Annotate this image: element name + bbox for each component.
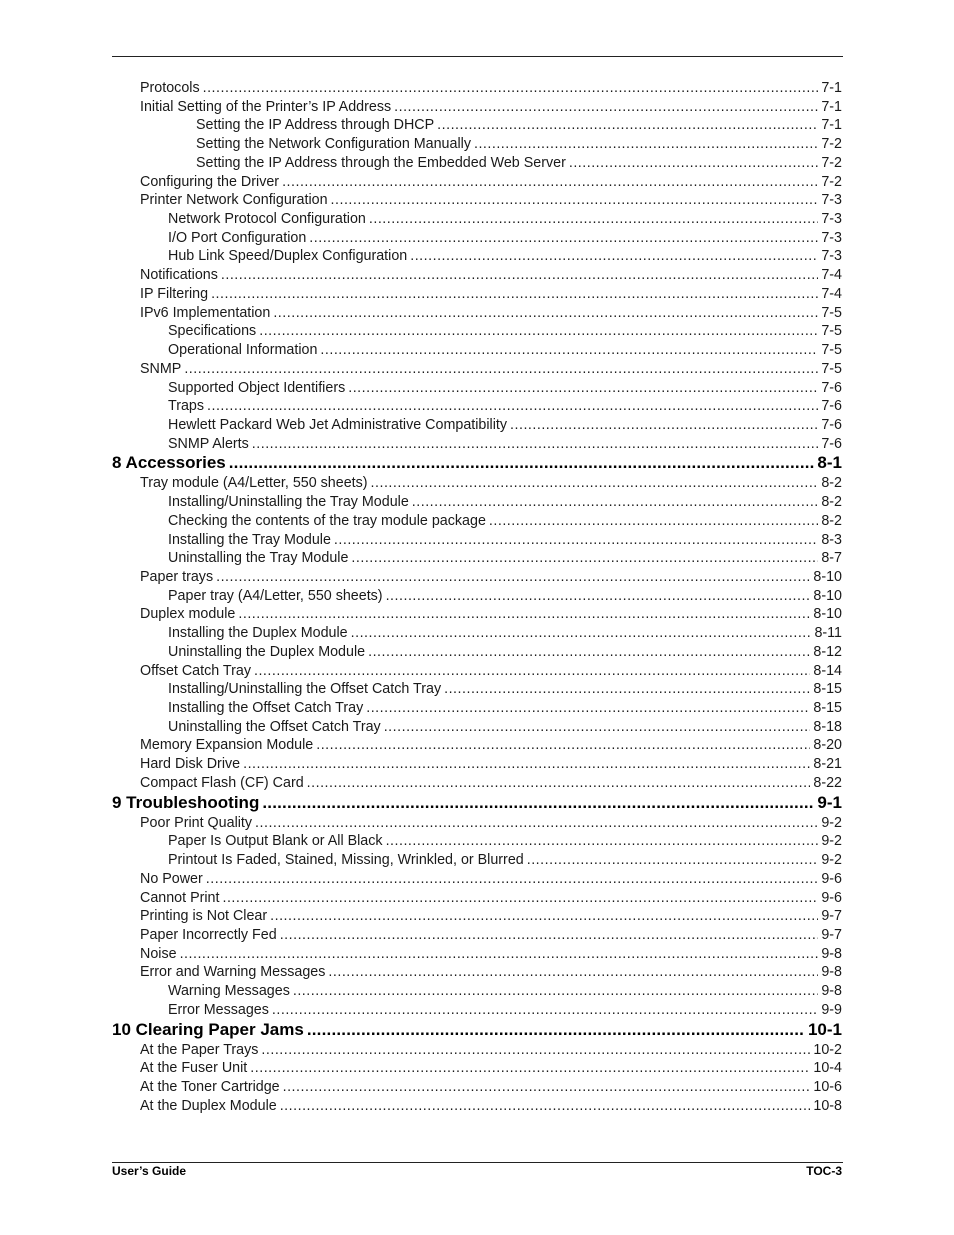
toc-entry-title: Operational Information bbox=[168, 342, 318, 359]
toc-entry-page: 7-2 bbox=[821, 173, 842, 190]
toc-entry[interactable] bbox=[140, 79, 842, 97]
toc-entry-page: 8-11 bbox=[814, 625, 842, 642]
toc-entry-title: Warning Messages bbox=[168, 983, 290, 1000]
toc-entry[interactable] bbox=[168, 322, 842, 340]
toc-entry-title: Protocols bbox=[140, 80, 200, 96]
dot-leader bbox=[386, 587, 811, 605]
toc-entry-page: 7-1 bbox=[821, 80, 842, 96]
toc-entry-title: Memory Expansion Module bbox=[140, 737, 314, 754]
toc-entry-page: 10-2 bbox=[813, 1041, 842, 1058]
toc-entry[interactable] bbox=[168, 416, 842, 434]
toc-entry-title: No Power bbox=[140, 870, 203, 887]
toc-entry-page: 7-5 bbox=[821, 304, 842, 321]
dot-leader bbox=[293, 982, 818, 1000]
dot-leader bbox=[351, 549, 818, 567]
toc-entry[interactable] bbox=[140, 1097, 842, 1115]
toc-entry[interactable] bbox=[140, 304, 842, 322]
toc-entry[interactable] bbox=[168, 379, 842, 397]
dot-leader bbox=[282, 173, 818, 191]
toc-entry-page: 7-2 bbox=[821, 136, 842, 153]
toc-entry-page: 8-15 bbox=[813, 700, 842, 717]
toc-entry-title: Printing is Not Clear bbox=[140, 908, 268, 925]
toc-entry[interactable] bbox=[140, 605, 842, 623]
toc-entry-title: Installing/Uninstalling the Offset Catch Tray bbox=[168, 681, 442, 698]
toc-entry-page: 10-4 bbox=[813, 1060, 842, 1077]
dot-leader bbox=[243, 755, 810, 773]
toc-entry[interactable] bbox=[140, 963, 842, 981]
toc-entry-page: 7-5 bbox=[821, 360, 842, 377]
toc-entry-title: Paper Is Output Blank or All Black bbox=[168, 833, 383, 850]
dot-leader bbox=[262, 792, 814, 814]
footer-rule bbox=[112, 1162, 843, 1163]
toc-entry-title: Checking the contents of the tray module package bbox=[168, 512, 486, 529]
toc-entry[interactable] bbox=[168, 435, 842, 453]
toc-entry-title: IP Filtering bbox=[140, 285, 209, 302]
toc-entry[interactable] bbox=[140, 889, 842, 907]
toc-entry[interactable] bbox=[140, 814, 842, 832]
toc-entry-page: 8-20 bbox=[813, 737, 842, 754]
toc-entry-page: 9-2 bbox=[821, 833, 842, 850]
toc-entry-title: Tray module (A4/Letter, 550 sheets) bbox=[140, 475, 368, 492]
dot-leader bbox=[270, 907, 818, 925]
toc-entry-page: 9-8 bbox=[821, 945, 842, 962]
dot-leader bbox=[331, 191, 819, 209]
toc-entry-title: Uninstalling the Duplex Module bbox=[168, 643, 366, 660]
toc-entry[interactable] bbox=[140, 360, 842, 378]
toc-entry-title: Installing/Uninstalling the Tray Module bbox=[168, 494, 409, 511]
dot-leader bbox=[283, 1078, 811, 1096]
toc-entry[interactable] bbox=[168, 851, 842, 869]
dot-leader bbox=[184, 360, 818, 378]
toc-entry[interactable] bbox=[196, 154, 842, 172]
toc-entry-title: Hewlett Packard Web Jet Administrative Compatibility bbox=[168, 416, 508, 433]
toc-entry-page: 7-3 bbox=[821, 192, 842, 209]
dot-leader bbox=[437, 116, 818, 134]
toc-entry-page: 8-12 bbox=[813, 643, 842, 660]
toc-entry-page: 7-6 bbox=[821, 379, 842, 396]
dot-leader bbox=[489, 512, 818, 530]
toc-entry-title: SNMP Alerts bbox=[168, 435, 249, 452]
toc-entry-page: 7-1 bbox=[821, 98, 842, 115]
toc-entry[interactable] bbox=[140, 173, 842, 191]
footer-title: User’s Guide bbox=[112, 1164, 187, 1178]
dot-leader bbox=[328, 963, 818, 981]
toc-entry-title: Specifications bbox=[168, 323, 257, 340]
toc-chapter-entry[interactable] bbox=[112, 792, 842, 814]
toc-entry-page: 7-6 bbox=[821, 435, 842, 452]
toc-entry-title: Setting the IP Address through the Embedded Web Server bbox=[196, 154, 566, 171]
toc-entry-page: 8-15 bbox=[813, 681, 842, 698]
toc-entry-title: Cannot Print bbox=[140, 889, 220, 906]
dot-leader bbox=[386, 832, 819, 850]
toc-entry-title: 9 Troubleshooting bbox=[112, 792, 260, 812]
dot-leader bbox=[369, 210, 818, 228]
dot-leader bbox=[410, 247, 818, 265]
toc-entry-title: Uninstalling the Offset Catch Tray bbox=[168, 718, 381, 735]
toc-entry[interactable] bbox=[168, 397, 842, 415]
toc-entry[interactable] bbox=[168, 624, 842, 642]
dot-leader bbox=[474, 135, 818, 153]
toc-entry-title: 8 Accessories bbox=[112, 453, 226, 473]
toc-entry-page: 8-10 bbox=[813, 587, 842, 604]
toc-entry-title: Setting the Network Configuration Manually bbox=[196, 136, 471, 153]
toc-entry-title: Paper trays bbox=[140, 569, 214, 585]
toc-entry[interactable] bbox=[140, 474, 842, 492]
toc-entry-title: Error Messages bbox=[168, 1001, 269, 1018]
toc-entry-title: Error and Warning Messages bbox=[140, 964, 326, 981]
dot-leader bbox=[180, 945, 819, 963]
toc-entry-title: Network Protocol Configuration bbox=[168, 211, 366, 228]
dot-leader bbox=[280, 1097, 811, 1115]
dot-leader bbox=[261, 1041, 810, 1059]
toc-entry-title: SNMP bbox=[140, 360, 182, 377]
footer-page-number: TOC-3 bbox=[806, 1164, 842, 1178]
dot-leader bbox=[203, 79, 819, 97]
toc-entry-title: At the Fuser Unit bbox=[140, 1060, 248, 1077]
toc-entry-page: 8-22 bbox=[813, 774, 842, 791]
dot-leader bbox=[221, 266, 818, 284]
toc-entry-page: 8-2 bbox=[821, 494, 842, 511]
toc-entry-title: At the Duplex Module bbox=[140, 1097, 277, 1114]
toc-entry-page: 7-3 bbox=[821, 248, 842, 265]
toc-entry-page: 7-2 bbox=[821, 154, 842, 171]
dot-leader bbox=[211, 285, 818, 303]
toc-entry-title: Compact Flash (CF) Card bbox=[140, 774, 304, 791]
dot-leader bbox=[255, 814, 818, 832]
dot-leader bbox=[273, 304, 818, 322]
toc-entry[interactable] bbox=[168, 699, 842, 717]
toc-entry[interactable] bbox=[168, 210, 842, 228]
toc-entry[interactable] bbox=[140, 774, 842, 792]
toc-entry-page: 7-3 bbox=[821, 229, 842, 246]
toc-entry-page: 7-5 bbox=[821, 342, 842, 359]
toc-entry-title: Paper tray (A4/Letter, 550 sheets) bbox=[168, 587, 383, 604]
toc-entry-title: Initial Setting of the Printer’s IP Address bbox=[140, 98, 392, 115]
toc-entry[interactable] bbox=[168, 718, 842, 736]
toc-entry[interactable] bbox=[168, 512, 842, 530]
dot-leader bbox=[259, 322, 818, 340]
dot-leader bbox=[252, 435, 819, 453]
toc-entry-title: 10 Clearing Paper Jams bbox=[112, 1019, 304, 1039]
toc-entry-title: Poor Print Quality bbox=[140, 814, 253, 831]
toc-entry-page: 9-2 bbox=[821, 814, 842, 831]
toc-entry-page: 7-5 bbox=[821, 323, 842, 340]
dot-leader bbox=[320, 341, 818, 359]
toc-entry[interactable] bbox=[140, 662, 842, 680]
toc-entry[interactable] bbox=[168, 229, 842, 247]
dot-leader bbox=[368, 643, 810, 661]
toc-entry-title: Notifications bbox=[140, 267, 218, 284]
dot-leader bbox=[348, 379, 818, 397]
toc-entry-page: 7-4 bbox=[821, 267, 842, 284]
dot-leader bbox=[510, 416, 818, 434]
toc-entry-page: 9-8 bbox=[821, 983, 842, 1000]
dot-leader bbox=[272, 1001, 818, 1019]
toc-entry[interactable] bbox=[168, 247, 842, 265]
toc-entry[interactable] bbox=[140, 1059, 842, 1077]
toc-entry[interactable] bbox=[140, 926, 842, 944]
toc-entry[interactable] bbox=[140, 1041, 842, 1059]
toc-entry-title: IPv6 Implementation bbox=[140, 304, 271, 321]
toc-entry-page: 10-1 bbox=[807, 1019, 842, 1039]
toc-entry[interactable] bbox=[168, 680, 842, 698]
dot-leader bbox=[527, 851, 819, 869]
toc-entry-title: Offset Catch Tray bbox=[140, 662, 251, 679]
toc-entry-page: 9-2 bbox=[821, 852, 842, 869]
dot-leader bbox=[412, 493, 819, 511]
toc-entry-title: Installing the Duplex Module bbox=[168, 625, 348, 642]
toc-entry[interactable] bbox=[168, 587, 842, 605]
toc-entry[interactable] bbox=[168, 643, 842, 661]
toc-entry-page: 8-18 bbox=[813, 718, 842, 735]
dot-leader bbox=[444, 680, 810, 698]
toc-entry[interactable] bbox=[196, 135, 842, 153]
dot-leader bbox=[207, 397, 818, 415]
dot-leader bbox=[307, 774, 811, 792]
toc-entry[interactable] bbox=[140, 755, 842, 773]
toc-entry[interactable] bbox=[168, 531, 842, 549]
toc-entry[interactable] bbox=[168, 341, 842, 359]
toc-entry-title: Noise bbox=[140, 945, 177, 962]
dot-leader bbox=[254, 662, 810, 680]
toc-entry[interactable] bbox=[196, 116, 842, 134]
dot-leader bbox=[229, 452, 815, 474]
toc-entry-page: 8-2 bbox=[821, 475, 842, 492]
toc-entry[interactable] bbox=[140, 870, 842, 888]
toc-entry[interactable] bbox=[140, 568, 842, 586]
toc-entry-page: 7-4 bbox=[821, 285, 842, 302]
toc-entry-page: 7-6 bbox=[821, 416, 842, 433]
toc-entry-page: 7-1 bbox=[821, 117, 842, 134]
toc-entry-title: Supported Object Identifiers bbox=[168, 379, 346, 396]
dot-leader bbox=[371, 474, 819, 492]
toc-entry[interactable] bbox=[140, 98, 842, 116]
toc-entry-title: Paper Incorrectly Fed bbox=[140, 926, 277, 943]
toc-entry[interactable] bbox=[140, 1078, 842, 1096]
dot-leader bbox=[334, 531, 818, 549]
toc-entry-page: 9-8 bbox=[821, 964, 842, 981]
toc-entry-title: Printout Is Faded, Stained, Missing, Wrinkled, or Blurred bbox=[168, 852, 524, 869]
toc-entry[interactable] bbox=[140, 191, 842, 209]
toc-entry-page: 8-10 bbox=[813, 606, 842, 623]
toc-entry-page: 9-7 bbox=[821, 908, 842, 925]
dot-leader bbox=[384, 718, 811, 736]
toc-entry[interactable] bbox=[140, 285, 842, 303]
toc-entry-title: At the Toner Cartridge bbox=[140, 1079, 280, 1095]
toc-entry-title: Uninstalling the Tray Module bbox=[168, 550, 349, 567]
dot-leader bbox=[394, 98, 818, 116]
toc-entry[interactable] bbox=[168, 1001, 842, 1019]
toc-entry-title: Traps bbox=[168, 398, 205, 415]
toc-entry-title: At the Paper Trays bbox=[140, 1041, 259, 1058]
dot-leader bbox=[222, 889, 818, 907]
toc-entry-page: 8-21 bbox=[813, 756, 842, 773]
toc-entry-title: Hub Link Speed/Duplex Configuration bbox=[168, 248, 408, 265]
toc-entry[interactable] bbox=[168, 549, 842, 567]
toc-entry[interactable] bbox=[140, 266, 842, 284]
toc-chapter-entry[interactable] bbox=[112, 452, 842, 474]
toc-entry-title: Installing the Offset Catch Tray bbox=[168, 700, 364, 717]
dot-leader bbox=[216, 568, 810, 586]
toc-entry-page: 8-2 bbox=[821, 512, 842, 529]
toc-entry-page: 10-6 bbox=[813, 1079, 842, 1095]
dot-leader bbox=[238, 605, 810, 623]
toc-entry[interactable] bbox=[140, 945, 842, 963]
dot-leader bbox=[316, 736, 810, 754]
dot-leader bbox=[280, 926, 819, 944]
toc-entry-page: 9-6 bbox=[821, 870, 842, 887]
toc-entry-title: Printer Network Configuration bbox=[140, 192, 328, 209]
dot-leader bbox=[206, 870, 819, 888]
toc-entry-title: Installing the Tray Module bbox=[168, 531, 331, 548]
toc-entry-page: 8-1 bbox=[817, 453, 842, 473]
toc-entry[interactable] bbox=[140, 907, 842, 925]
toc-entry-page: 7-3 bbox=[821, 211, 842, 228]
dot-leader bbox=[307, 1019, 805, 1041]
dot-leader bbox=[569, 154, 818, 172]
dot-leader bbox=[250, 1059, 810, 1077]
toc-entry-title: Hard Disk Drive bbox=[140, 756, 241, 773]
dot-leader bbox=[309, 229, 818, 247]
dot-leader bbox=[351, 624, 812, 642]
toc-entry[interactable] bbox=[140, 736, 842, 754]
toc-entry-page: 8-7 bbox=[821, 550, 842, 567]
toc-entry-page: 8-3 bbox=[821, 531, 842, 548]
toc-entry-title: I/O Port Configuration bbox=[168, 229, 307, 246]
toc-entry[interactable] bbox=[168, 832, 842, 850]
toc-entry-title: Setting the IP Address through DHCP bbox=[196, 117, 435, 134]
toc-entry-page: 10-8 bbox=[813, 1097, 842, 1114]
toc-entry[interactable] bbox=[168, 982, 842, 1000]
toc-entry-page: 7-6 bbox=[821, 398, 842, 415]
toc-entry-page: 9-1 bbox=[817, 792, 842, 812]
toc-entry-page: 9-9 bbox=[821, 1001, 842, 1018]
dot-leader bbox=[366, 699, 810, 717]
toc-entry-title: Duplex module bbox=[140, 606, 236, 623]
toc-entry-page: 9-6 bbox=[821, 889, 842, 906]
toc-entry-page: 8-14 bbox=[813, 662, 842, 679]
toc-entry-page: 9-7 bbox=[821, 926, 842, 943]
toc-entry[interactable] bbox=[168, 493, 842, 511]
toc-entry-title: Configuring the Driver bbox=[140, 173, 280, 190]
toc-entry-page: 8-10 bbox=[813, 569, 842, 585]
toc-chapter-entry[interactable] bbox=[112, 1019, 842, 1041]
